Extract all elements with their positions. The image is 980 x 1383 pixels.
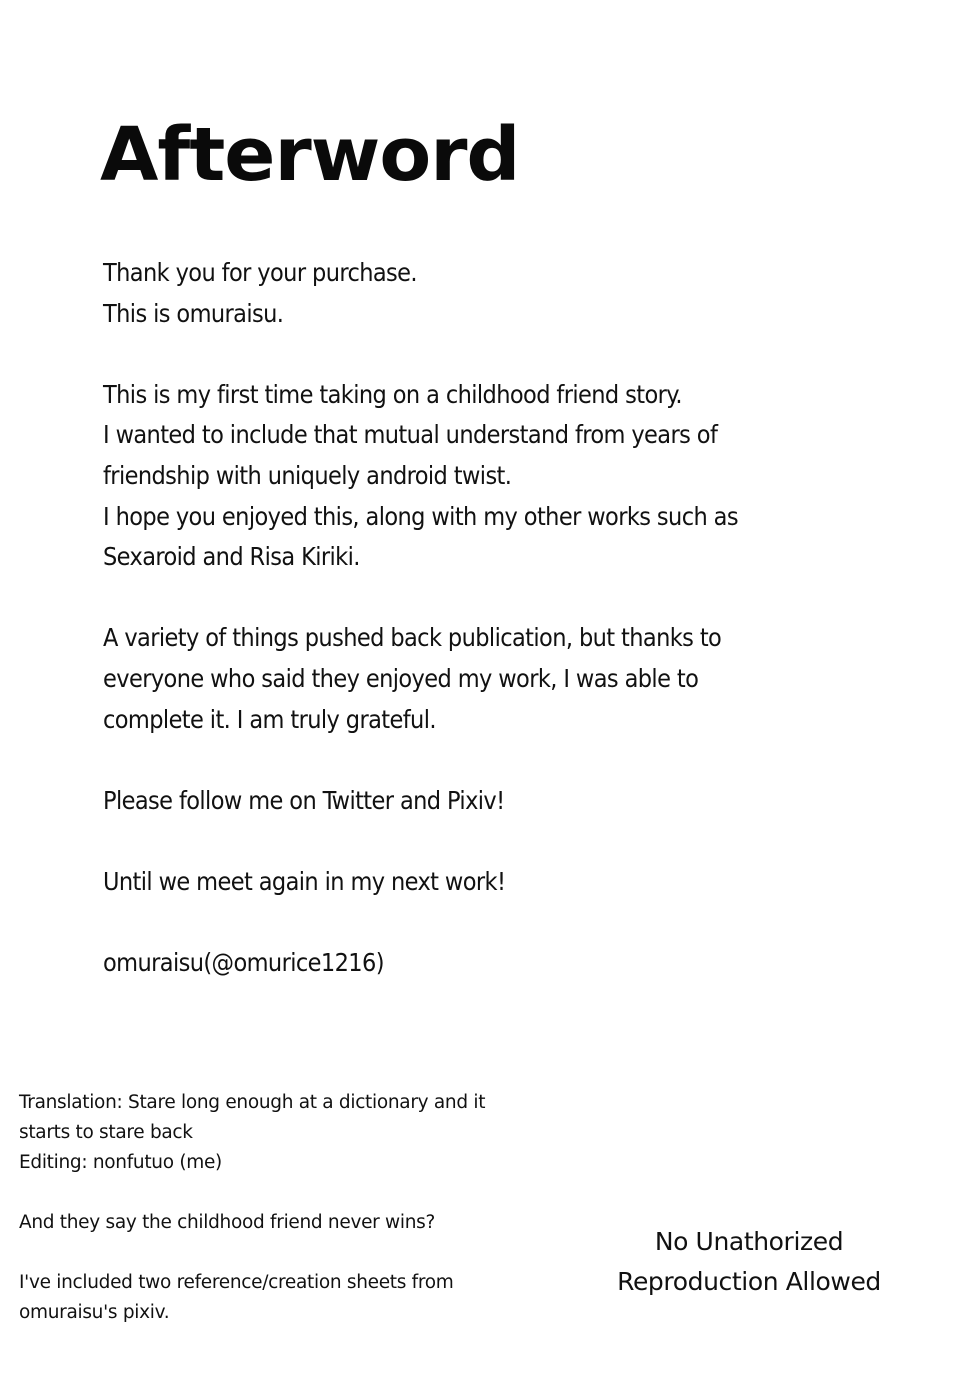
translator-credits <box>19 1088 559 1328</box>
notice-line: No Unathorized <box>654 1227 844 1256</box>
credits-line: And they say the childhood friend never wins? <box>19 1212 436 1233</box>
afterword-line: This is my first time taking on a childhood friend story. <box>103 379 682 409</box>
credits-line: Translation: Stare long enough at a dictionary and it <box>19 1092 486 1113</box>
afterword-line: complete it. I am truly grateful. <box>103 704 436 734</box>
credits-line: I've included two reference/creation sheets from <box>19 1272 454 1293</box>
afterword-line: Sexaroid and Risa Kiriki. <box>103 542 360 572</box>
paragraph-gap <box>19 1178 559 1208</box>
afterword-body <box>103 253 903 984</box>
afterword-line: I hope you enjoyed this, along with my other works such as <box>103 501 738 531</box>
afterword-line: friendship with uniquely android twist. <box>103 460 512 490</box>
author-signature: omuraisu(@omurice1216) <box>103 948 384 978</box>
credits-line: starts to stare back <box>19 1122 193 1143</box>
copyright-notice <box>590 1222 908 1302</box>
page-title: Afterword <box>100 112 520 198</box>
paragraph-gap <box>103 578 903 619</box>
paragraph-gap <box>103 903 903 944</box>
afterword-line: A variety of things pushed back publication, but thanks to <box>103 623 722 653</box>
afterword-line: This is omuraisu. <box>103 298 284 328</box>
paragraph-gap <box>103 334 903 375</box>
credits-line: omuraisu's pixiv. <box>19 1302 170 1323</box>
notice-line: Reproduction Allowed <box>617 1267 881 1296</box>
afterword-line: Please follow me on Twitter and Pixiv! <box>103 785 505 815</box>
afterword-line: Until we meet again in my next work! <box>103 866 506 896</box>
paragraph-gap <box>103 821 903 862</box>
paragraph-gap <box>19 1238 559 1268</box>
afterword-line: I wanted to include that mutual understand from years of <box>103 420 718 450</box>
paragraph-gap <box>103 740 903 781</box>
credits-line: Editing: nonfutuo (me) <box>19 1152 222 1173</box>
afterword-line: everyone who said they enjoyed my work, I was able to <box>103 663 699 693</box>
afterword-line: Thank you for your purchase. <box>103 258 417 287</box>
